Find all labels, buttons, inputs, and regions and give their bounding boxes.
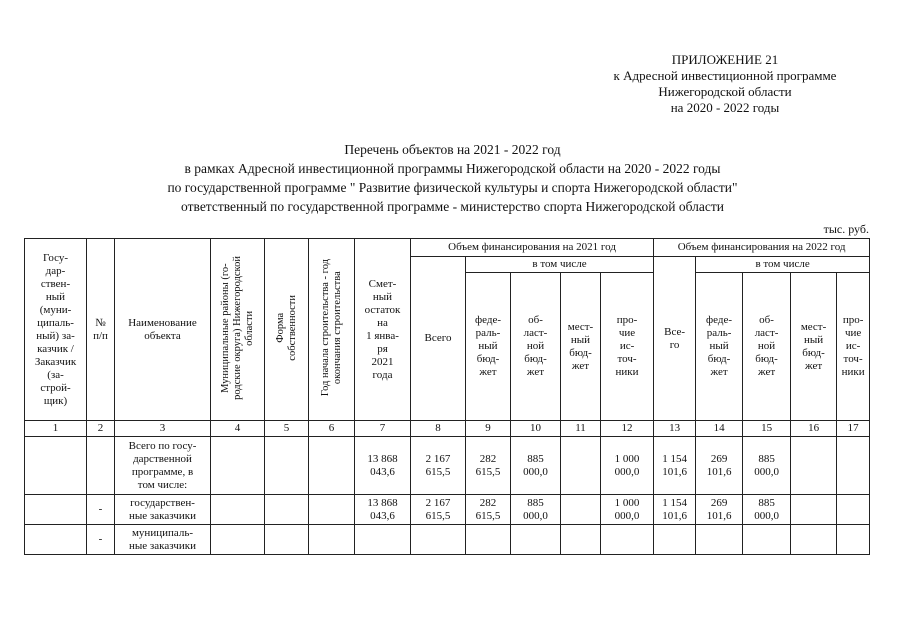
column-number: 1 <box>25 421 87 437</box>
cell-total2022: 1 154 101,6 <box>654 437 696 495</box>
cell-customer <box>25 495 87 525</box>
cell-fed2022 <box>696 525 743 555</box>
column-number: 14 <box>696 421 743 437</box>
appendix-block <box>560 52 890 116</box>
cell-total2021: 2 167 615,5 <box>411 495 466 525</box>
header-num: № п/п <box>87 239 115 421</box>
cell-oth2022 <box>837 437 870 495</box>
column-number: 4 <box>211 421 265 437</box>
cell-balance <box>355 525 411 555</box>
cell-oth2021 <box>601 525 654 555</box>
header-other-2021: про- чие ис- точ- ники <box>601 273 654 421</box>
cell-fed2022: 269 101,6 <box>696 495 743 525</box>
cell-total2021: 2 167 615,5 <box>411 437 466 495</box>
cell-loc2022 <box>791 495 837 525</box>
heading-line: по государственной программе " Развитие физической культуры и спорта Нижегородской области" <box>167 180 738 195</box>
header-years: Год начала строительства - год окончания строительства <box>309 239 355 421</box>
column-number: 16 <box>791 421 837 437</box>
table-row <box>25 525 870 555</box>
appendix-line: на 2020 - 2022 годы <box>670 100 780 115</box>
financing-table <box>24 238 870 555</box>
cell-reg2021: 885 000,0 <box>511 495 561 525</box>
appendix-line: Нижегородской области <box>658 84 792 99</box>
header-federal-2021: феде- раль- ный бюд- жет <box>466 273 511 421</box>
cell-num: - <box>87 495 115 525</box>
cell-name: Всего по госу- дарственной программе, в том числе: <box>115 437 211 495</box>
units-label: тыс. руб. <box>823 222 869 236</box>
table-row <box>25 495 870 525</box>
header-other-2022: про- чие ис- точ- ники <box>837 273 870 421</box>
cell-reg2021 <box>511 525 561 555</box>
header-total-2022: Все- го <box>654 257 696 421</box>
header-regional-2022: об- ласт- ной бюд- жет <box>743 273 791 421</box>
cell-oth2021: 1 000 000,0 <box>601 437 654 495</box>
column-number: 10 <box>511 421 561 437</box>
cell-loc2022 <box>791 525 837 555</box>
cell-customer <box>25 525 87 555</box>
header-local-2021: мест- ный бюд- жет <box>561 273 601 421</box>
heading-title: Перечень объектов на 2021 - 2022 год <box>344 142 561 157</box>
cell-total2021 <box>411 525 466 555</box>
cell-customer <box>25 437 87 495</box>
cell-fed2021: 282 615,5 <box>466 495 511 525</box>
header-name: Наименование объекта <box>115 239 211 421</box>
cell-oth2021: 1 000 000,0 <box>601 495 654 525</box>
header-balance: Смет- ный остаток на 1 янва- ря 2021 года <box>355 239 411 421</box>
cell-reg2022 <box>743 525 791 555</box>
column-number: 12 <box>601 421 654 437</box>
cell-district <box>211 525 265 555</box>
cell-years <box>309 495 355 525</box>
cell-total2022 <box>654 525 696 555</box>
cell-district <box>211 437 265 495</box>
column-number: 7 <box>355 421 411 437</box>
header-customer: Госу- дар- ствен- ный (муни- ципаль- ный) за- казчик / Заказчик (за- строй- щик) <box>25 239 87 421</box>
header-incl-2021: в том числе <box>466 257 654 273</box>
cell-reg2022: 885 000,0 <box>743 437 791 495</box>
column-number: 2 <box>87 421 115 437</box>
column-number: 8 <box>411 421 466 437</box>
cell-name: государствен- ные заказчики <box>115 495 211 525</box>
header-incl-2022: в том числе <box>696 257 870 273</box>
heading-line: в рамках Адресной инвестиционной программы Нижегородской области на 2020 - 2022 годы <box>184 161 721 176</box>
header-federal-2022: феде- раль- ный бюд- жет <box>696 273 743 421</box>
header-total-2021: Всего <box>411 257 466 421</box>
column-number-row <box>25 421 870 437</box>
cell-name: муниципаль- ные заказчики <box>115 525 211 555</box>
cell-loc2021 <box>561 495 601 525</box>
cell-num <box>87 437 115 495</box>
header-ownership: Форма собственности <box>265 239 309 421</box>
appendix-title: ПРИЛОЖЕНИЕ 21 <box>671 52 779 67</box>
document-heading <box>20 140 885 216</box>
cell-num: - <box>87 525 115 555</box>
column-number: 3 <box>115 421 211 437</box>
column-number: 6 <box>309 421 355 437</box>
cell-district <box>211 495 265 525</box>
header-local-2022: мест- ный бюд- жет <box>791 273 837 421</box>
cell-balance: 13 868 043,6 <box>355 495 411 525</box>
cell-years <box>309 525 355 555</box>
header-district: Муниципальные районы (го- родские округа) Нижегородской области <box>211 239 265 421</box>
heading-line: ответственный по государственной программе - министерство спорта Нижегородской области <box>181 199 724 214</box>
column-number: 5 <box>265 421 309 437</box>
column-number: 13 <box>654 421 696 437</box>
cell-ownership <box>265 495 309 525</box>
appendix-line: к Адресной инвестиционной программе <box>613 68 837 83</box>
cell-reg2022: 885 000,0 <box>743 495 791 525</box>
cell-loc2022 <box>791 437 837 495</box>
table-row <box>25 437 870 495</box>
cell-reg2021: 885 000,0 <box>511 437 561 495</box>
cell-fed2021 <box>466 525 511 555</box>
header-regional-2021: об- ласт- ной бюд- жет <box>511 273 561 421</box>
header-fin-2021: Объем финансирования на 2021 год <box>411 239 654 257</box>
cell-loc2021 <box>561 437 601 495</box>
cell-oth2022 <box>837 495 870 525</box>
cell-oth2022 <box>837 525 870 555</box>
cell-fed2022: 269 101,6 <box>696 437 743 495</box>
cell-loc2021 <box>561 525 601 555</box>
cell-ownership <box>265 525 309 555</box>
column-number: 17 <box>837 421 870 437</box>
table-body <box>25 437 870 555</box>
column-number: 9 <box>466 421 511 437</box>
cell-total2022: 1 154 101,6 <box>654 495 696 525</box>
cell-years <box>309 437 355 495</box>
cell-ownership <box>265 437 309 495</box>
column-number: 11 <box>561 421 601 437</box>
cell-fed2021: 282 615,5 <box>466 437 511 495</box>
cell-balance: 13 868 043,6 <box>355 437 411 495</box>
header-fin-2022: Объем финансирования на 2022 год <box>654 239 870 257</box>
column-number: 15 <box>743 421 791 437</box>
